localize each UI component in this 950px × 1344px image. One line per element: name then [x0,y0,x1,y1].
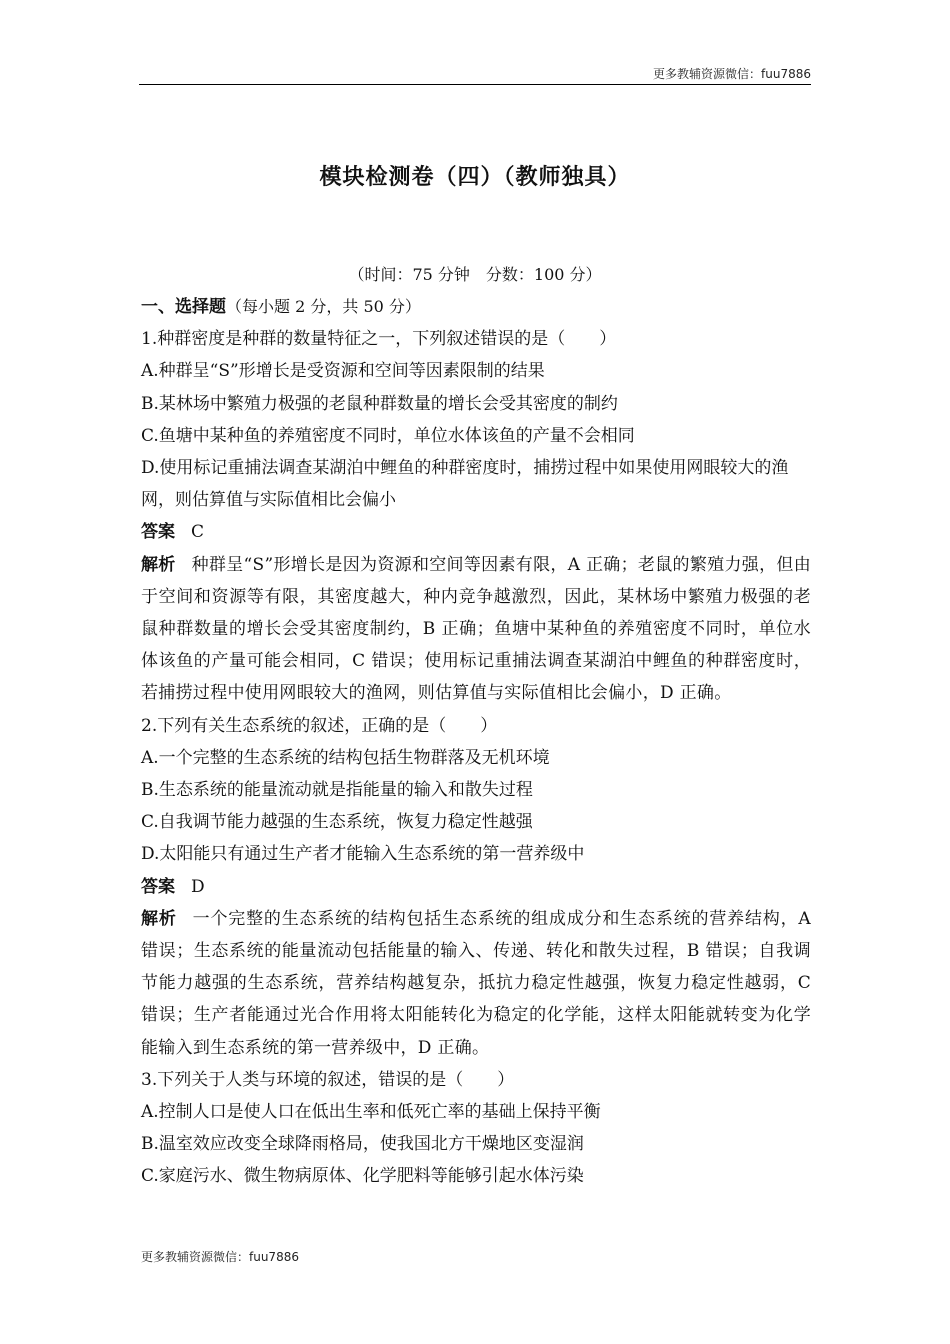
question-1-option-b: B.某林场中繁殖力极强的老鼠种群数量的增长会受其密度的制约 [141,393,618,414]
question-3-option-c: C.家庭污水、微生物病原体、化学肥料等能够引起水体污染 [141,1166,584,1187]
answer-value: C [191,522,205,543]
explanation-label: 解析 [141,554,176,575]
answer-label: 答案 [141,876,175,897]
question-2-option-c: C.自我调节能力越强的生态系统，恢复力稳定性越强 [141,812,533,833]
page-title: 模块检测卷（四）（教师独具） [319,165,631,190]
answer-value: D [191,876,205,897]
exam-meta: （时间：75 分钟 分数：100 分） [348,265,602,284]
question-3-stem: 3.下列关于人类与环境的叙述，错误的是（ ） [141,1069,515,1090]
section-heading [141,291,811,323]
explanation-text: 种群呈“S”形增长是因为资源和空间等因素有限，A 正确；老鼠的繁殖力强，但由于空间和资源等有限，其密度越大，种内竞争越激烈，因此，某林场中繁殖力极强的老鼠种群数量的增长会受其密度制约，B 正确；鱼塘中某种鱼的养殖密度不同时，单位水体该鱼的产量可能会相同，C 错误；使用标记重捕法调查某湖泊中鲤鱼的种群密度时，若捕捞过程中使用网眼较大的渔网，则估算值与实际值相比会偏小，D 正确。 [141,554,811,704]
question-3-option-a: A.控制人口是使人口在低出生率和低死亡率的基础上保持平衡 [141,1102,601,1123]
question-1-answer [141,516,811,548]
section-title: 一、选择题 [141,297,226,317]
question-1-option-d: D.使用标记重捕法调查某湖泊中鲤鱼的种群密度时，捕捞过程中如果使用网眼较大的渔网，则估算值与实际值相比会偏小 [141,458,789,511]
question-1-stem: 1.种群密度是种群的数量特征之一，下列叙述错误的是（ ） [141,329,617,350]
answer-label: 答案 [141,522,175,543]
question-2-option-b: B.生态系统的能量流动就是指能量的输入和散失过程 [141,780,533,801]
section-note: （每小题 2 分，共 50 分） [226,297,421,316]
question-2-option-a: A.一个完整的生态系统的结构包括生物群落及无机环境 [141,747,550,768]
footer-watermark-text: 更多教辅资源微信：fuu7886 [141,1250,299,1264]
header-watermark-text: 更多教辅资源微信：fuu7886 [653,67,811,81]
question-3-option-b: B.温室效应改变全球降雨格局，使我国北方干燥地区变湿润 [141,1134,584,1155]
header-divider [139,84,811,85]
document-body [141,291,811,1193]
question-1-option-c: C.鱼塘中某种鱼的养殖密度不同时，单位水体该鱼的产量不会相同 [141,425,635,446]
question-2-stem: 2.下列有关生态系统的叙述，正确的是（ ） [141,715,498,736]
question-2-answer [141,871,811,903]
question-1-explanation [141,549,811,710]
explanation-text: 一个完整的生态系统的结构包括生态系统的组成成分和生态系统的营养结构，A 错误；生态系统的能量流动包括能量的输入、传递、转化和散失过程，B 错误；自我调节能力越强的生态系统，营养结构越复杂，抵抗力稳定性越强，恢复力稳定性越弱，C 错误；生产者能通过光合作用将太阳能转化为稳定的化学能，这样太阳能就转变为化学能输入到生态系统的第一营养级中，D 正确。 [141,908,811,1058]
question-2-option-d: D.太阳能只有通过生产者才能输入生态系统的第一营养级中 [141,844,585,865]
question-1-option-a: A.种群呈“S”形增长是受资源和空间等因素限制的结果 [141,361,545,382]
question-2-explanation [141,903,811,1064]
explanation-label: 解析 [141,908,177,929]
